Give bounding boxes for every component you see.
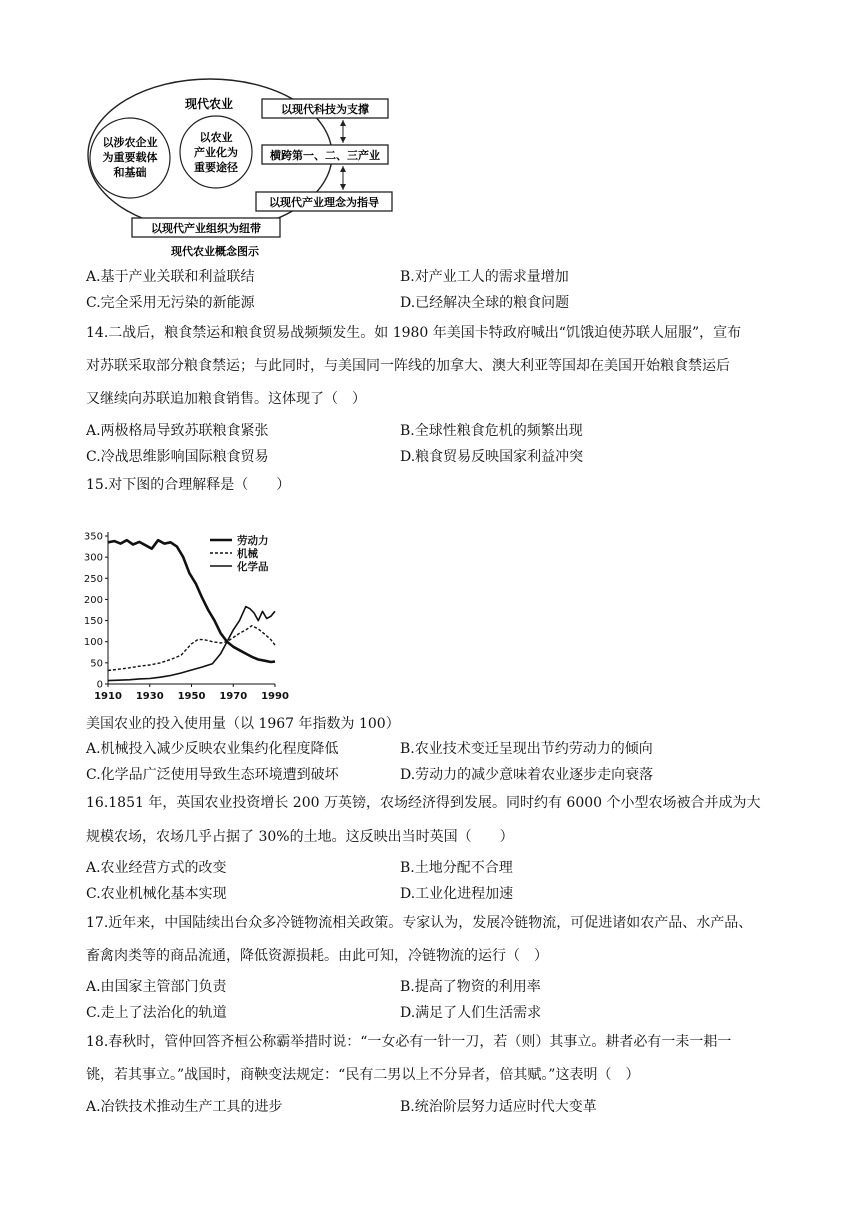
q17-option-d: D.满足了人们生活需求 [400,1005,542,1021]
box-base-text: 以现代产业组织为纽带 [151,222,261,235]
x-tick-label: 1950 [177,691,206,702]
q15-option-b: B.农业技术变迁呈现出节约劳动力的倾向 [400,741,653,757]
arrowhead-bottom-up [340,166,346,172]
legend-label-2: 机械 [237,548,258,560]
q16-line-1: 16.1851 年，英国农业投资增长 200 万英镑，农场经济得到发展。同时约有 6000 个小型农场被合并成为大 [86,795,761,811]
left-circle-line-2: 为重要载体 [102,151,158,164]
diagram-svg [80,72,400,262]
box-bottom-text: 以现代产业理念为指导 [269,196,379,209]
q17-option-c: C.走上了法治化的轨道 [86,1005,227,1021]
y-tick-label: 50 [90,658,103,670]
q15-line-1: 15.对下图的合理解释是（ ） [86,477,291,493]
q16-option-b: B.土地分配不合理 [400,860,513,876]
q15-option-d: D.劳动力的减少意味着农业逐步走向衰落 [400,767,654,783]
farm-input-chart [80,528,310,710]
q13-option-c: C.完全采用无污染的新能源 [86,295,255,311]
q13-option-a: A.基于产业关联和利益联结 [86,269,255,285]
q17-line-1: 17.近年来，中国陆续出台众多冷链物流相关政策。专家认为，发展冷链物流，可促进诸如农产品、水产品、 [86,915,753,931]
box-middle-text: 横跨第一、二、三产业 [270,149,380,162]
q15-chart-caption: 美国农业的投入使用量（以 1967 年指数为 100） [86,716,400,732]
chart-svg [80,528,310,710]
left-circle-line-3: 和基础 [113,166,147,179]
q16-option-d: D.工业化进程加速 [400,886,514,902]
right-circle-line-3: 重要途径 [194,161,238,174]
y-tick-label: 300 [83,552,103,564]
x-tick-label: 1910 [94,691,122,702]
ellipse-title: 现代农业 [185,97,234,111]
y-tick-label: 100 [83,637,103,649]
q14-option-b: B.全球性粮食危机的频繁出现 [400,423,583,439]
left-circle-line-1: 以涉农企业 [102,136,158,149]
q14-line-2: 对苏联采取部分粮食禁运；与此同时，与美国同一阵线的加拿大、澳大利亚等国却在美国开始粮食禁运后 [86,358,730,374]
right-circle-line-1: 以农业 [199,131,233,144]
x-tick-label: 1990 [261,691,289,702]
q14-option-d: D.粮食贸易反映国家利益冲突 [400,449,584,465]
q14-option-a: A.两极格局导致苏联粮食紧张 [86,423,269,439]
right-circle-line-2: 产业化为 [194,146,238,159]
x-tick-label: 1970 [219,691,248,702]
modern-agriculture-diagram [80,72,400,262]
q14-option-c: C.冷战思维影响国际粮食贸易 [86,449,269,465]
arrowhead-bottom-down [340,184,346,190]
y-tick-label: 200 [83,594,103,606]
q17-option-b: B.提高了物资的利用率 [400,979,541,995]
legend-label-1: 劳动力 [237,535,269,547]
q14-line-1: 14.二战后，粮食禁运和粮食贸易战频频发生。如 1980 年美国卡特政府喊出“饥饿迫使苏联人屈服”，宣布 [86,325,742,341]
q14-line-3: 又继续向苏联追加粮食销售。这体现了（ ） [86,391,366,407]
series-line-2 [108,626,275,671]
box-top-text: 以现代科技为支撑 [281,103,369,116]
q16-line-2: 规模农场，农场几乎占据了 30%的土地。这反映出当时英国（ ） [86,829,514,845]
q17-option-a: A.由国家主管部门负责 [86,979,227,995]
q13-option-b: B.对产业工人的需求量增加 [400,269,569,285]
y-tick-label: 150 [83,616,103,628]
q18-option-b: B.统治阶层努力适应时代大变革 [400,1099,597,1115]
y-tick-label: 0 [96,679,103,691]
y-tick-label: 350 [83,531,103,543]
legend-label-3: 化学品 [237,561,269,573]
q17-line-2: 畜禽肉类等的商品流通，降低资源损耗。由此可知，冷链物流的运行（ ） [86,948,548,964]
diagram-caption: 现代农业概念图示 [171,245,259,258]
q16-option-a: A.农业经营方式的改变 [86,860,227,876]
q18-line-2: 铫，若其事立。”战国时，商鞅变法规定：“民有二男以上不分异者，倍其赋。”这表明（ ） [86,1067,640,1083]
x-tick-label: 1930 [135,691,164,702]
arrowhead-top-down [340,137,346,143]
q16-option-c: C.农业机械化基本实现 [86,886,227,902]
q18-option-a: A.冶铁技术推动生产工具的进步 [86,1099,283,1115]
arrowhead-top-up [340,120,346,126]
q15-option-c: C.化学品广泛使用导致生态环境遭到破坏 [86,767,339,783]
q18-line-1: 18.春秋时，管仲回答齐桓公称霸举措时说：“一女必有一针一刀，若（则）其事立。耕者必有一耒一耜一 [86,1034,732,1050]
q15-option-a: A.机械投入减少反映农业集约化程度降低 [86,741,339,757]
q13-option-d: D.已经解决全球的粮食问题 [400,295,570,311]
y-tick-label: 250 [83,573,103,585]
